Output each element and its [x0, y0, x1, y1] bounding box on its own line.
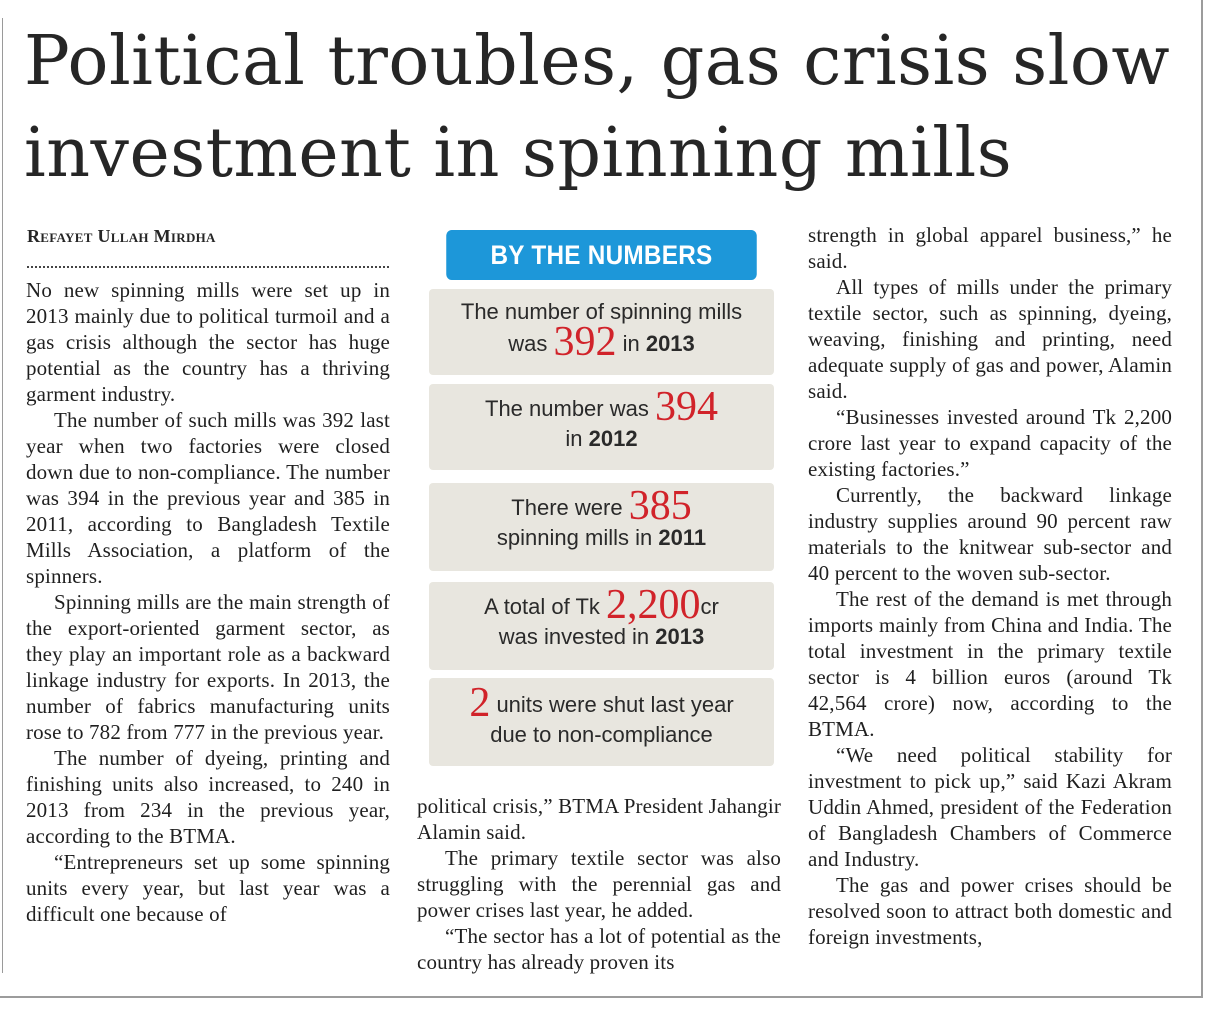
stat-number: 2,200: [606, 582, 701, 628]
frame-bottom-edge: [0, 996, 1203, 998]
by-the-numbers-title: BY THE NUMBERS: [446, 230, 757, 280]
stat-year: 2011: [658, 525, 707, 550]
stat-card-2012-mills: [429, 384, 774, 470]
stat-card-2011-mills: [429, 483, 774, 571]
paragraph: The primary textile sector was also struggling with the perennial gas and power crises last year, he added.: [417, 846, 781, 922]
paragraph: Spinning mills are the main strength of the export-oriented garment sector, as they play an important role as a backward linkage industry for exports. In 2013, the number of fabrics manufacturing units rose to 782 from 777 in the previous year.: [26, 590, 390, 744]
paragraph: The number of such mills was 392 last year when two factories were closed down due to non-compliance. The number was 394 in the previous year and 385 in 2011, according to Bangladesh Textile Mills Association, a platform of the spinners.: [26, 408, 390, 588]
stat-text: in: [622, 331, 640, 356]
headline-line-2: investment in spinning mills: [24, 114, 1013, 193]
stat-text: due to non-compliance: [490, 722, 713, 747]
stat-text: The number of spinning mills: [460, 299, 743, 324]
column-1: [26, 277, 390, 927]
paragraph: strength in global apparel business,” he said.: [808, 223, 1172, 273]
stat-number: 394: [654, 384, 718, 430]
paragraph: No new spinning mills were set up in 2013 mainly due to political turmoil and a gas crisis although the sector has huge potential as the country has a thriving garment industry.: [26, 278, 390, 406]
paragraph: The gas and power crises should be resolved soon to attract both domestic and foreign investments,: [808, 873, 1172, 949]
stat-card-investment: [429, 582, 774, 670]
stat-text: was: [508, 331, 548, 356]
stat-text: The number was: [485, 396, 649, 421]
paragraph: The number of dyeing, printing and finishing units also increased, to 240 in 2013 from 234 in the previous year, according to the BTMA.: [26, 746, 390, 848]
stat-text: There were: [511, 495, 623, 520]
stat-text: in: [565, 426, 583, 451]
frame-right-edge: [1201, 0, 1203, 998]
headline: [24, 16, 1194, 200]
paragraph: Currently, the backward linkage industry supplies around 90 percent raw materials to the knitwear sub-sector and 40 percent to the woven sub-sector.: [808, 483, 1172, 585]
byline-dotted-rule: [27, 266, 389, 268]
stat-text: was invested in: [498, 624, 650, 649]
stat-unit: cr: [700, 594, 719, 619]
stat-number: 392: [553, 319, 617, 365]
stat-card-2013-mills: [429, 289, 774, 375]
stat-card-units-shut: [429, 678, 774, 766]
stat-year: 2012: [588, 426, 638, 451]
paragraph: All types of mills under the primary textile sector, such as spinning, dyeing, weaving, finishing and printing, need adequate supply of gas and power, Alamin said.: [808, 275, 1172, 403]
paragraph: “The sector has a lot of potential as the country has already proven its: [417, 924, 781, 974]
stat-number: 385: [628, 483, 692, 529]
stat-number: 2: [469, 680, 491, 726]
stat-year: 2013: [645, 331, 695, 356]
stat-text: A total of Tk: [484, 594, 600, 619]
stat-year: 2013: [655, 624, 705, 649]
stat-text: spinning mills in: [496, 525, 653, 550]
paragraph: “Entrepreneurs set up some spinning units every year, but last year was a difficult one because of: [26, 850, 390, 926]
paragraph: The rest of the demand is met through imports mainly from China and India. The total investment in the primary textile sector is 4 billion euros (around Tk 42,564 crore) now, according to the BTMA.: [808, 587, 1172, 741]
paragraph: “Businesses invested around Tk 2,200 crore last year to expand capacity of the existing factories.”: [808, 405, 1172, 481]
paragraph: political crisis,” BTMA President Jahangir Alamin said.: [417, 794, 781, 844]
paragraph: “We need political stability for investment to pick up,” said Kazi Akram Uddin Ahmed, president of the Federation of Bangladesh Chambers of Commerce and Industry.: [808, 743, 1172, 871]
headline-line-1: Political troubles, gas crisis slow: [24, 22, 1171, 101]
stat-text: units were shut last year: [496, 692, 734, 717]
byline: Refayet Ullah Mirdha: [27, 226, 216, 246]
column-3: [808, 222, 1172, 950]
column-2: [417, 793, 781, 975]
left-column-rule: [2, 18, 3, 973]
by-the-numbers-box: [429, 227, 774, 772]
